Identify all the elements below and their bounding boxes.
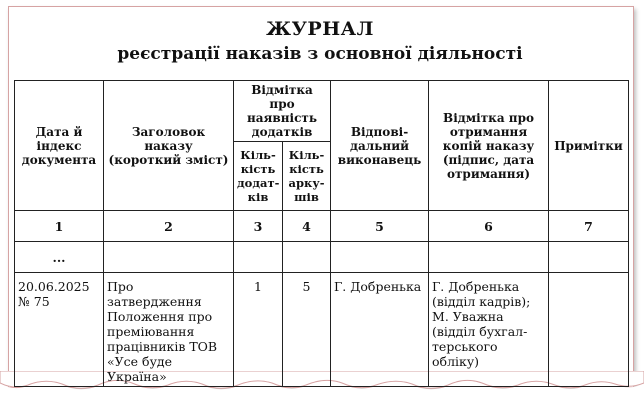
empty-cell (283, 242, 331, 273)
empty-cell (331, 242, 429, 273)
register-table (14, 80, 629, 387)
header-sheets-count: Кіль-кість арку-шів (283, 142, 331, 211)
header-notes: Примітки (549, 81, 629, 211)
document-subtitle: реєстрації наказів з основної діяльності (117, 44, 523, 64)
row-copies-mark: Г. Добренька (відділ кадрів); М. Уважна (відділ бухгал-терського обліку) (429, 273, 549, 387)
header-copies-mark: Відмітка про отримання копій наказу (підпис, дата отримання) (429, 81, 549, 211)
column-number: 5 (331, 211, 429, 242)
column-number: 7 (549, 211, 629, 242)
row-notes (549, 273, 629, 387)
empty-cell (104, 242, 234, 273)
empty-cell (234, 242, 283, 273)
header-order-title: Заголовок наказу (короткий зміст) (104, 81, 234, 211)
header-date-index: Дата й індекс документа (15, 81, 104, 211)
row-sheets-count: 5 (283, 273, 331, 387)
empty-cell (549, 242, 629, 273)
empty-cell (429, 242, 549, 273)
row-executor: Г. Добренька (331, 273, 429, 387)
column-number: 1 (15, 211, 104, 242)
document-title: ЖУРНАЛ (266, 18, 374, 40)
column-number: 4 (283, 211, 331, 242)
row-attachments-count: 1 (234, 273, 283, 387)
column-number: 3 (234, 211, 283, 242)
column-number: 6 (429, 211, 549, 242)
ellipsis-cell: ... (15, 242, 104, 273)
header-attachments: Відмітка про наявність додатків (234, 81, 331, 142)
column-number: 2 (104, 211, 234, 242)
header-executor: Відпові-дальний виконавець (331, 81, 429, 211)
row-order-title: Про затвердження Положення про преміювання працівників ТОВ «Усе буде Україна» (104, 273, 234, 387)
header-attachments-count: Кіль-кість додат-ків (234, 142, 283, 211)
row-date-index: 20.06.2025 № 75 (15, 273, 104, 387)
